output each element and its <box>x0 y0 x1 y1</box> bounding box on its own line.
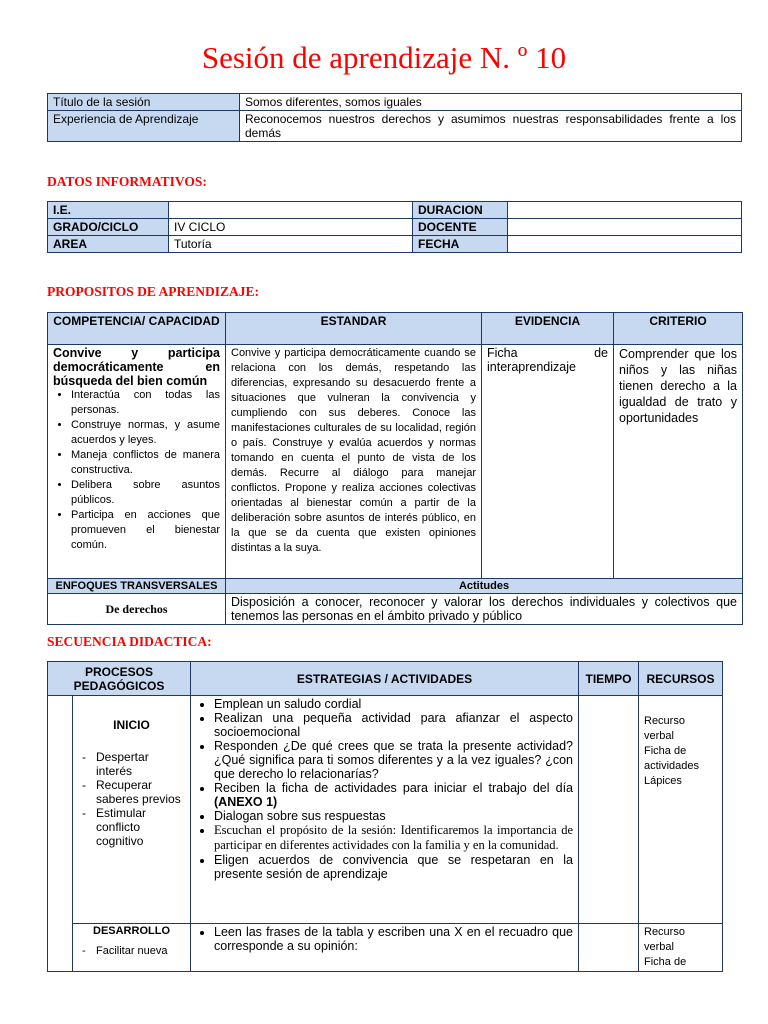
session-title-label: Título de la sesión <box>48 94 240 111</box>
capacidad-item: • Participa en acciones que promueven el bienestar común. <box>71 508 220 553</box>
header-criterio: CRITERIO <box>614 313 743 345</box>
actividad-item: • Escuchan el propósito de la sesión: Identificaremos la importancia de participar en diferentes actividades con la familia y en la comunidad. <box>214 823 573 853</box>
competencia-title: Convive y participa democráticamente en búsqueda del bien común <box>53 346 220 388</box>
evidencia-cell: Ficha de interaprendizaje <box>482 345 614 579</box>
datos-table <box>47 201 742 253</box>
area-value: Tutoría <box>169 236 413 253</box>
inicio-tiempo <box>579 696 639 924</box>
fecha-value <box>508 236 742 253</box>
actividad-item <box>214 781 573 809</box>
desarrollo-procesos <box>78 945 185 957</box>
side-cell <box>48 696 73 972</box>
desarrollo-cell <box>73 924 191 972</box>
desarrollo-tiempo <box>579 924 639 972</box>
grado-label: GRADO/CICLO <box>48 219 169 236</box>
docente-value <box>508 219 742 236</box>
inicio-label: INICIO <box>113 718 150 732</box>
capacidades-list <box>53 388 220 553</box>
desarrollo-label: DESARROLLO <box>93 925 170 937</box>
session-title-value: Somos diferentes, somos iguales <box>240 94 742 111</box>
desarrollo-actividades-cell <box>191 924 579 972</box>
header-tiempo: TIEMPO <box>579 662 639 696</box>
proceso-item: - Recuperar saberes previos <box>78 778 185 806</box>
capacidad-item: • Maneja conflictos de manera constructiva. <box>71 448 220 478</box>
fecha-label: FECHA <box>413 236 508 253</box>
ie-label: I.E. <box>48 202 169 219</box>
propositos-table <box>47 312 743 625</box>
actividad-item: • Eligen acuerdos de convivencia que se respetaran en la presente sesión de aprendizaje <box>214 853 573 881</box>
inicio-cell <box>73 696 191 924</box>
propositos-title: PROPOSITOS DE APRENDIZAJE: <box>47 284 260 299</box>
actividad-item: • Leen las frases de la tabla y escriben una X en el recuadro que corresponde a su opinión: <box>214 925 573 953</box>
recurso-item: Ficha de <box>644 956 687 968</box>
desarrollo-actividades <box>196 925 573 953</box>
actividad-item: • Realizan una pequeña actividad para afianzar el aspecto socioemocional <box>214 711 573 739</box>
inicio-actividades <box>196 697 573 881</box>
secuencia-table <box>47 661 723 972</box>
experiencia-value: Reconocemos nuestros derechos y asumimos nuestras responsabilidades frente a los demás <box>240 111 742 142</box>
duracion-label: DURACION <box>413 202 508 219</box>
datos-informativos-title: DATOS INFORMATIVOS: <box>47 174 207 189</box>
page-title: Sesión de aprendizaje N. º 10 <box>201 40 567 75</box>
header-estrategias: ESTRATEGIAS / ACTIVIDADES <box>191 662 579 696</box>
capacidad-item: • Delibera sobre asuntos públicos. <box>71 478 220 508</box>
duracion-value <box>508 202 742 219</box>
competencia-cell <box>48 345 226 579</box>
enfoques-header: ENFOQUES TRANSVERSALES <box>48 579 226 594</box>
capacidad-item: • Interactúa con todas las personas. <box>71 388 220 418</box>
header-evidencia: EVIDENCIA <box>482 313 614 345</box>
inicio-recursos <box>639 696 723 924</box>
recurso-item: Ficha de actividades <box>644 745 700 772</box>
enfoque-cell: De derechos <box>48 594 226 625</box>
secuencia-title: SECUENCIA DIDACTICA: <box>47 634 212 649</box>
actitudes-header: Actitudes <box>226 579 743 594</box>
header-estandar: ESTANDAR <box>226 313 482 345</box>
area-label: AREA <box>48 236 169 253</box>
experiencia-row <box>48 111 742 142</box>
actividad-item: • Emplean un saludo cordial <box>214 697 573 711</box>
desarrollo-recursos <box>639 924 723 972</box>
actividad-item: • Responden ¿De qué crees que se trata la presente actividad? ¿Qué significa para ti somos diferentes y a la vez iguales? ¿con que derecho lo relacionarías? <box>214 739 573 781</box>
session-title-row <box>48 94 742 111</box>
actividad-text: Reciben la ficha de actividades para iniciar el trabajo del día <box>214 781 573 795</box>
inicio-actividades-cell <box>191 696 579 924</box>
grado-value: IV CICLO <box>169 219 413 236</box>
proceso-item: - Despertar interés <box>78 750 185 778</box>
capacidad-item: • Construye normas, y asume acuerdos y leyes. <box>71 418 220 448</box>
actitud-cell: Disposición a conocer, reconocer y valorar los derechos individuales y colectivos que tenemos las personas en el ámbito privado y público <box>226 594 743 625</box>
recurso-item: Recurso verbal <box>644 926 685 953</box>
actividad-item: • Dialogan sobre sus respuestas <box>214 809 573 823</box>
proceso-item: - Estimular conflicto cognitivo <box>78 806 185 848</box>
criterio-cell: Comprender que los niños y las niñas tienen derecho a la igualdad de trato y oportunidades <box>614 345 743 579</box>
header-procesos: PROCESOS PEDAGÓGICOS <box>48 662 191 696</box>
session-info-table <box>47 93 742 142</box>
estandar-cell: Convive y participa democráticamente cuando se relaciona con los demás, respetando las diferencias, expresando su desacuerdo frente a situaciones que vulneran la convivencia y cumpliendo con sus deberes. Conoce las manifestaciones culturales de su localidad, región o país. Construye y evalúa acuerdos y normas tomando en cuenta el punto de vista de los demás. Recurre al diálogo para manejar conflictos. Propone y realiza acciones colectivas orientadas al bienestar común a partir de la deliberación sobre asuntos de interés público, en la que se da cuenta que existen opiniones distintas a la suya. <box>226 345 482 579</box>
recurso-item: Lápices <box>644 775 682 787</box>
inicio-procesos <box>78 750 185 848</box>
proceso-item: - Facilitar nueva <box>78 945 185 957</box>
docente-label: DOCENTE <box>413 219 508 236</box>
ie-value <box>169 202 413 219</box>
recurso-item: Recurso verbal <box>644 715 685 742</box>
header-competencia: COMPETENCIA/ CAPACIDAD <box>48 313 226 345</box>
header-recursos: RECURSOS <box>639 662 723 696</box>
experiencia-label: Experiencia de Aprendizaje <box>48 111 240 142</box>
anexo-label: (ANEXO 1) <box>214 795 278 809</box>
